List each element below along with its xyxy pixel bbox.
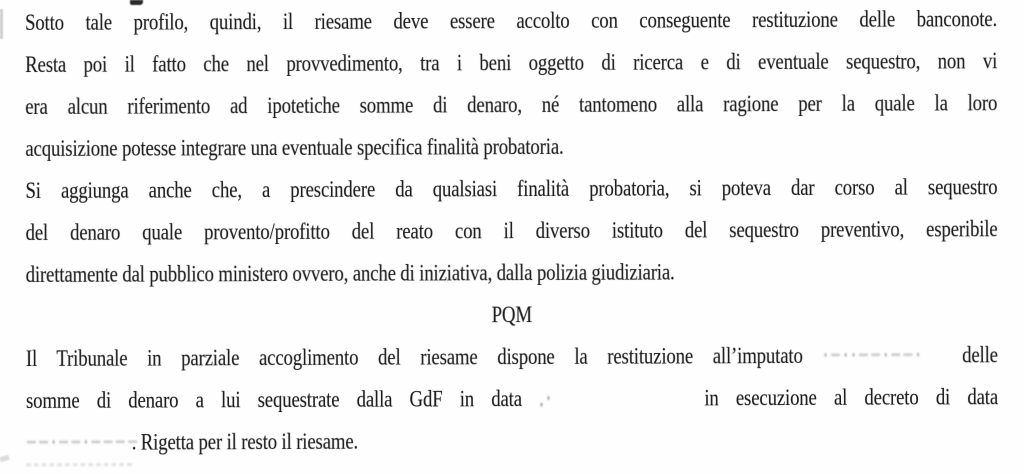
dispositivo-text-post-date: in esecuzione al decreto di data (704, 384, 999, 412)
paragraph-line: direttamente dal pubblico ministero ovvero, anche di iniziativa, dalla polizia giudiziaria. (25, 259, 675, 288)
dispositivo-line (26, 334, 998, 380)
paragraph-line: Sotto tale profilo, quindi, il riesame deve essere accolto con conseguente restituzione delle banconote. (25, 6, 998, 36)
dispositivo-line (26, 418, 998, 466)
paragraph-line: del denaro quale provento/profitto del reato con il diverso istituto del sequestro preventivo, esperibile (25, 216, 998, 246)
paragraph-line: era alcun riferimento ad ipotetiche somme di denaro, né tantomeno alla ragione per la quale la loro (25, 90, 998, 120)
dispositivo-text-pre-date: somme di denaro a lui sequestrate dalla GdF in data (25, 386, 522, 414)
dispositivo-text-pre-name: Il Tribunale in parziale accoglimento del riesame dispone la restituzione all’imputato (25, 342, 803, 372)
redacted-seizure-date: .· (539, 385, 554, 412)
redacted-imputato-name: ·−··−−·−−· (822, 342, 923, 369)
paragraph-line: Resta poi il fatto che nel provvedimento, tra i beni oggetto di ricerca e di eventuale sequestro, non vi (25, 48, 998, 78)
document-text-block (25, 0, 998, 466)
pqm-heading: PQM (491, 302, 532, 329)
dispositivo-line (26, 376, 998, 422)
redacted-decree-date: −−·−−·−−−− (26, 422, 132, 466)
paragraph-line: acquisizione potesse integrare una eventuale specifica finalità probatoria. (25, 133, 564, 162)
paragraph-line: Si aggiunga anche che, a prescindere da qualsiasi finalità probatoria, si poteva dar corso al sequestro (25, 174, 998, 204)
scan-edge-artifact-top (0, 9, 3, 39)
scan-edge-artifact-bottom (0, 455, 10, 463)
dispositivo-text-post-name: delle (962, 342, 998, 369)
dispositivo-text-final: . Rigetta per il resto il riesame. (131, 428, 359, 456)
